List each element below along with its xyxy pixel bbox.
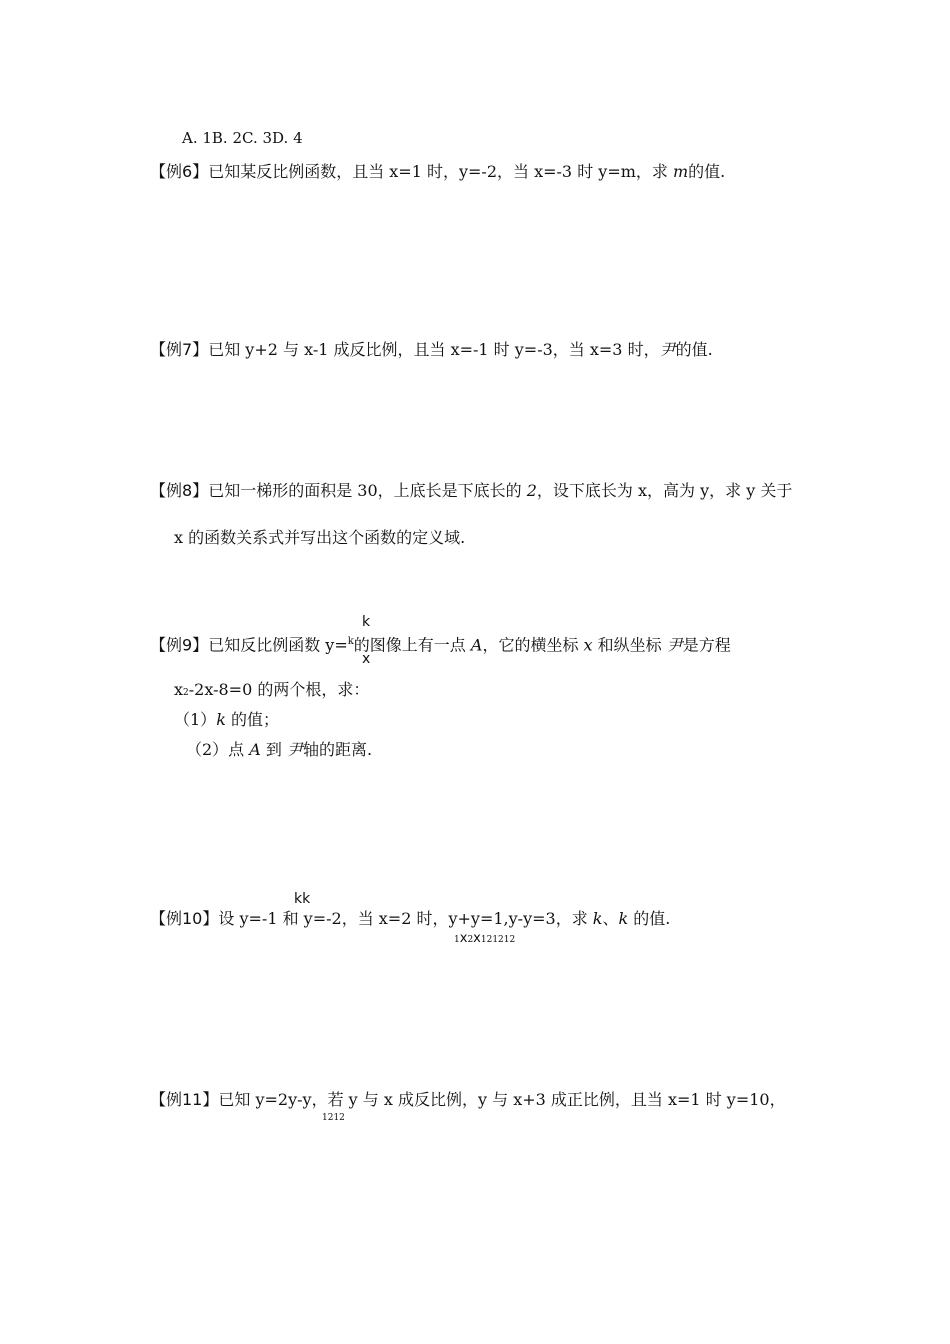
example-9-fraction-denominator: x xyxy=(362,651,371,667)
example-9-fraction-numerator: k xyxy=(362,614,371,630)
example-10-k2: k xyxy=(618,909,629,928)
example-9-question-2 xyxy=(186,740,372,760)
example-9-q2-num: （2）点 xyxy=(186,740,250,759)
example-8 xyxy=(150,481,792,501)
example-9-tag: 【例9】 xyxy=(150,635,209,655)
example-10-below-3: 121212 xyxy=(480,935,516,945)
example-10-below xyxy=(454,927,515,950)
example-10-text-end: 的值. xyxy=(628,909,671,928)
options-line: A. 1B. 2C. 3D. 4 xyxy=(182,129,303,147)
example-9-q2-text: 到 xyxy=(260,740,288,759)
example-9-question-1 xyxy=(174,710,279,730)
example-8-var: 2 xyxy=(526,481,537,500)
example-10-above: kk xyxy=(294,891,311,907)
example-11-below: 1212 xyxy=(322,1113,345,1123)
example-10-k1: k xyxy=(592,909,603,928)
example-9-eq-exp: 2 xyxy=(183,688,189,698)
example-9-y-var: 尹 xyxy=(666,635,683,655)
example-10-text: 设 y=-1 和 y=-2，当 x=2 时，y+y=1,y-y=3，求 xyxy=(218,909,593,928)
example-9-q2-var: 尹 xyxy=(287,740,304,759)
example-9 xyxy=(150,632,731,655)
example-10-tag: 【例10】 xyxy=(150,909,219,928)
example-9-eq-rest: -2x-8=0 的两个根，求： xyxy=(188,680,370,699)
example-9-q2-point: A xyxy=(249,740,261,759)
example-10-sep: 、 xyxy=(602,909,619,928)
example-7-text-end: 的值. xyxy=(675,340,713,359)
example-9-text-3: ，它的横坐标 xyxy=(482,635,584,655)
example-11-text: 已知 y=2y-y， xyxy=(218,1090,328,1109)
example-9-q2-end: 轴的距离. xyxy=(303,740,373,759)
example-9-x-var: x xyxy=(583,635,593,655)
example-11-tag: 【例11】 xyxy=(150,1090,219,1109)
example-9-q1-text: 的值； xyxy=(225,710,279,729)
example-10-below-x2: x xyxy=(473,931,481,946)
example-9-eq-x: x xyxy=(174,680,184,699)
example-9-line-2 xyxy=(174,680,369,703)
example-7 xyxy=(150,340,713,360)
example-10-below-x1: x xyxy=(459,931,468,946)
example-6-var: m xyxy=(672,162,689,181)
example-9-sup-k: k xyxy=(347,636,354,647)
example-7-text: 已知 y+2 与 x-1 成反比例，且当 x=-1 时 y=-3，当 x=3 时， xyxy=(208,340,660,359)
example-11 xyxy=(150,1090,786,1110)
example-9-q1-var: k xyxy=(216,710,226,729)
example-6-tag: 【例6】 xyxy=(150,162,209,181)
example-8-tag: 【例8】 xyxy=(150,481,209,500)
example-11-ruo: 若 xyxy=(327,1090,344,1109)
example-11-text-2: y 与 x 成反比例，y 与 x+3 成正比例，且当 x=1 时 y=10， xyxy=(343,1090,786,1109)
example-9-text-4: 和纵坐标 xyxy=(592,635,667,655)
example-6-text: 已知某反比例函数，且当 x=1 时，y=-2，当 x=-3 时 y=m，求 xyxy=(208,162,673,181)
example-7-tag: 【例7】 xyxy=(150,340,209,359)
example-6 xyxy=(150,162,725,182)
example-9-text-5: 是方程 xyxy=(682,635,731,655)
example-10-below-1: 1 xyxy=(454,935,460,945)
example-9-point: A xyxy=(470,635,483,655)
example-7-var: 尹 xyxy=(659,340,676,359)
example-6-text-end: 的值. xyxy=(688,162,726,181)
example-10 xyxy=(150,909,670,929)
example-9-q1-num: （1） xyxy=(174,710,217,729)
example-8-text: 已知一梯形的面积是 30，上底长是下底长的 xyxy=(208,481,527,500)
example-9-text: 已知反比例函数 y= xyxy=(208,635,348,655)
example-8-text-2: ，设下底长为 x，高为 y，求 y 关于 xyxy=(536,481,793,500)
example-10-below-2: 2 xyxy=(467,935,474,945)
example-8-line-2: x 的函数关系式并写出这个函数的定义域. xyxy=(174,528,466,547)
example-9-text-2: 的图像上有一点 xyxy=(353,635,471,655)
